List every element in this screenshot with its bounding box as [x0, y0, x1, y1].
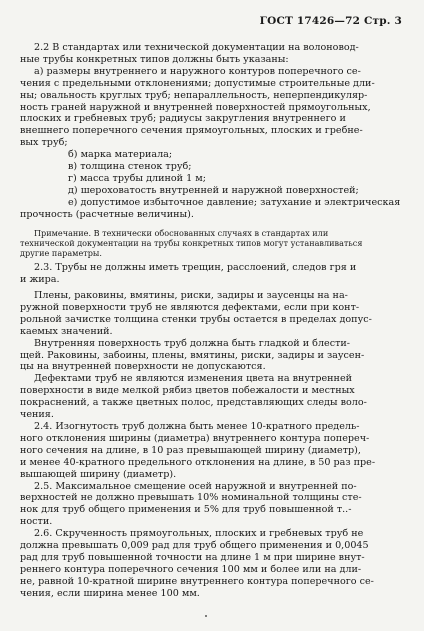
text-line: 2.4. Изогнутость труб должна быть менее 10-кратного предель-: [34, 420, 360, 432]
note-line: технической документации на трубы конкретных типов могут устанавливаться: [20, 237, 363, 248]
text-line: ности.: [20, 516, 53, 528]
text-line: щей. Раковины, забоины, плены, вмятины, риски, задиры и заусен-: [20, 349, 365, 361]
text-line: и жира.: [20, 274, 60, 286]
text-line: цы на внутренней поверхности не допускаются.: [20, 361, 266, 373]
text-line: внешнего поперечного сечения прямоугольных, плоских и гребне-: [20, 125, 363, 137]
text-line: чения, если ширина менее 100 мм.: [20, 587, 200, 599]
text-line: ные трубы конкретных типов должны быть указаны:: [20, 53, 289, 65]
text-line: вых труб;: [20, 137, 68, 149]
text-line: Дефектами труб не являются изменения цвета на внутренней: [34, 373, 353, 385]
text-line: нок для труб общего применения и 5% для труб повышенной т..-: [20, 504, 352, 516]
note-line: Примечание. В технически обоснованных случаях в стандартах или: [34, 227, 329, 238]
text-line: ны; овальность круглых труб; непараллельность, неперпендикуляр-: [20, 89, 368, 101]
text-line: верхностей не должно превышать 10% номинальной толщины сте-: [20, 492, 362, 504]
text-line: 2.6. Скрученность прямоугольных, плоских и гребневых труб не: [34, 528, 364, 540]
text-line: 2.5. Максимальное смещение осей наружной и внутренней по-: [34, 480, 357, 492]
text-line: рольной зачистке толщина стенки трубы остается в пределах допус-: [20, 313, 372, 325]
text-line: рад для труб повышенной точности на длине 1 м при ширине внут-: [20, 551, 365, 563]
text-line: не, равной 10-кратной ширине внутреннего контура поперечного се-: [20, 575, 374, 587]
note-line: другие параметры.: [20, 248, 102, 258]
text-line: а) размеры внутреннего и наружного контуров поперечного се-: [34, 65, 361, 77]
text-line: ного отклонения ширины (диаметра) внутреннего контура попереч-: [20, 432, 370, 444]
text-line: должна превышать 0,009 рад для труб общего применения и 0,0045: [20, 540, 369, 552]
text-line: е) допустимое избыточное давление; затухание и электрическая: [68, 196, 401, 208]
text-line: реннего контура поперечного сечения 100 мм и более или на дли-: [20, 563, 362, 575]
document-body: [20, 42, 408, 600]
text-line: поверхности в виде мелкой рябиз цветов побежалости и местных: [20, 385, 355, 397]
text-line: ного сечения на длине, в 10 раз превышающей ширину (диаметр),: [20, 444, 361, 456]
scan-speck: [205, 615, 207, 617]
text-line: чения.: [20, 409, 54, 421]
text-line: плоских и гребневых труб; радиусы закругления внутреннего и: [20, 113, 346, 125]
text-line: прочность (расчетные величины).: [20, 208, 194, 220]
page-header: ГОСТ 17426—72 Стр. 3: [259, 15, 402, 27]
text-line: и менее 40-кратного предельного отклонения на длине, в 50 раз пре-: [20, 456, 376, 468]
text-line: 2.2 В стандартах или технической документации на волоновод-: [34, 42, 359, 53]
text-line: г) масса трубы длиной 1 м;: [68, 172, 206, 184]
text-line: чения с предельными отклонениями; допустимые строительные дли-: [20, 77, 375, 89]
text-line: б) марка материала;: [68, 149, 173, 161]
text-line: д) шероховатость внутренней и наружной поверхностей;: [68, 184, 359, 196]
text-line: Внутренняя поверхность труб должна быть гладкой и блести-: [34, 337, 351, 349]
text-line: ружной поверхности труб не являются дефектами, если при конт-: [20, 301, 360, 313]
text-line: ность граней наружной и внутренней поверхностей прямоугольных,: [20, 101, 371, 113]
text-line: 2.3. Трубы не должны иметь трещин, расслоений, следов гря и: [34, 262, 357, 274]
text-line: покраснений, а также цветных полос, представляющих следы воло-: [20, 397, 367, 409]
text-line: каемых значений.: [20, 325, 113, 337]
text-line: вышающей ширину (диаметр).: [20, 468, 177, 480]
text-line: Плены, раковины, вмятины, риски, задиры и заусенцы на на-: [34, 290, 348, 302]
text-line: в) толщина стенок труб;: [68, 161, 192, 173]
